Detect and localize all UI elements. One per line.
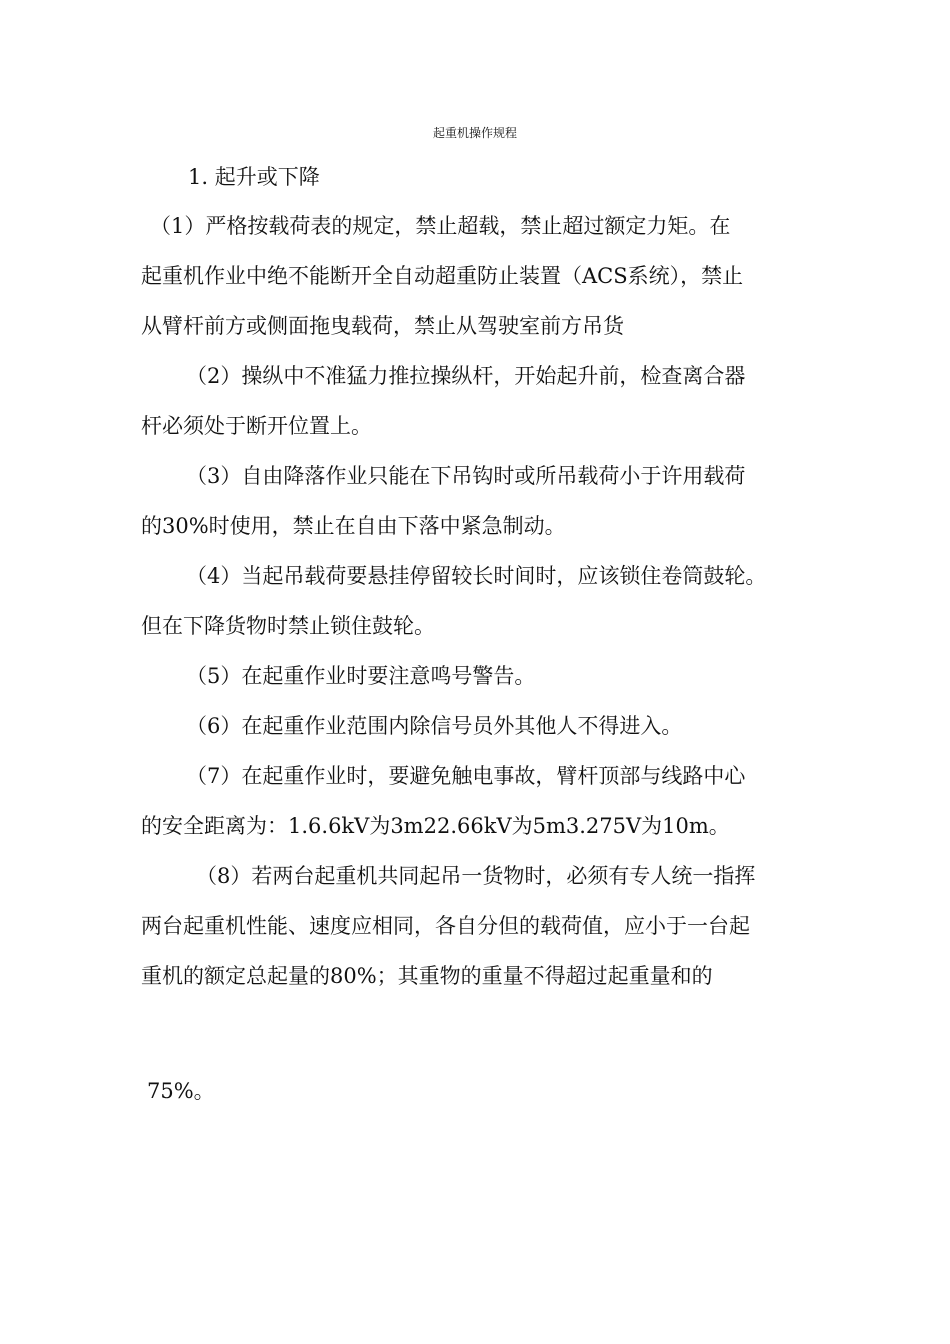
section-heading: 1. 起升或下降: [188, 165, 320, 189]
paragraph-line: （3）自由降落作业只能在下吊钩时或所吊载荷小于许用载荷: [186, 464, 746, 488]
paragraph-line: （5）在起重作业时要注意鸣号警告。: [186, 664, 536, 688]
paragraph-line: 但在下降货物时禁止锁住鼓轮。: [141, 614, 435, 638]
paragraph-line: （8）若两台起重机共同起吊一货物时，必须有专人统一指挥: [196, 864, 756, 888]
paragraph-line: 重机的额定总起量的80%；其重物的重量不得超过起重量和的: [141, 964, 713, 988]
paragraph-line: 杆必须处于断开位置上。: [141, 414, 372, 438]
paragraph-line: 75%。: [147, 1079, 215, 1103]
paragraph-line: 两台起重机性能、速度应相同，各自分但的载荷值，应小于一台起: [141, 914, 750, 938]
paragraph-line: 起重机作业中绝不能断开全自动超重防止装置（ACS系统），禁止: [141, 264, 744, 288]
paragraph-line: 的安全距离为：1.6.6kV为3m22.66kV为5m3.275V为10m。: [141, 814, 730, 838]
paragraph-line: （7）在起重作业时，要避免触电事故，臂杆顶部与线路中心: [186, 764, 746, 788]
paragraph-line: 的30%时使用，禁止在自由下落中紧急制动。: [141, 514, 566, 538]
document-title: 起重机操作规程: [432, 126, 517, 140]
paragraph-line: （1）严格按载荷表的规定，禁止超载，禁止超过额定力矩。在: [150, 214, 731, 238]
paragraph-line: 从臂杆前方或侧面拖曳载荷，禁止从驾驶室前方吊货: [141, 314, 624, 338]
paragraph-line: （4）当起吊载荷要悬挂停留较长时间时，应该锁住卷筒鼓轮。: [186, 564, 767, 588]
paragraph-line: （6）在起重作业范围内除信号员外其他人不得进入。: [186, 714, 683, 738]
paragraph-line: （2）操纵中不准猛力推拉操纵杆，开始起升前，检查离合器: [186, 364, 746, 388]
